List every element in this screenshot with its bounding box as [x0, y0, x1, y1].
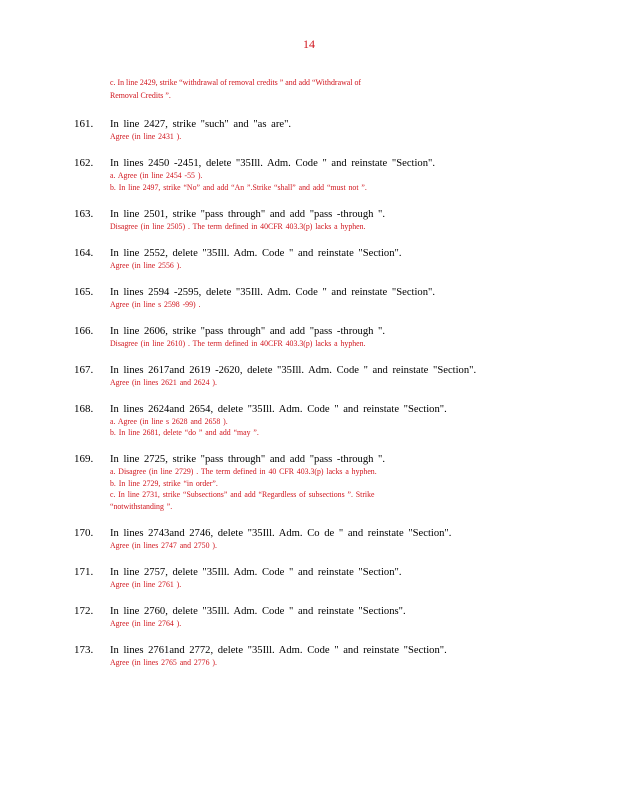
item-response: Agree (in line s 2598 -99) .: [110, 298, 201, 309]
item-number: 168.: [74, 402, 94, 415]
list-item: [74, 118, 544, 143]
list-item: [74, 208, 544, 233]
amendment-list: [74, 118, 544, 683]
item-response: Agree (in line 2431 ).: [110, 131, 182, 141]
item-response: Agree (in lines 2747 and 2750 ).: [110, 539, 217, 550]
item-number: 171.: [74, 565, 94, 578]
item-number: 162.: [74, 157, 94, 169]
item-number: 170.: [74, 526, 94, 539]
list-item: [74, 566, 544, 591]
item-response: Disagree (in line 2610) . The term defined in 40CFR 403.3(p) lacks a hyphen.: [110, 337, 366, 348]
item-text: In line 2552, delete "35Ill. Adm. Code " and reinstate "Section".: [110, 247, 402, 259]
item-text: In lines 2743and 2746, delete "35Ill. Adm. Co de " and reinstate "Section".: [110, 527, 452, 539]
item-text: In lines 2761and 2772, delete "35Ill. Adm. Code " and reinstate "Section".: [110, 644, 447, 656]
list-item: [74, 527, 544, 552]
item-text: In lines 2594 -2595, delete "35Ill. Adm. Code " and reinstate "Section".: [110, 286, 435, 298]
item-text: In line 2427, strike "such" and "as are".: [110, 119, 292, 130]
item-number: 169.: [74, 453, 94, 465]
list-item: [74, 325, 544, 350]
item-response: a. Agree (in line s 2628 and 2658 ).: [110, 415, 228, 426]
item-number: 161.: [74, 118, 94, 130]
item-response: Agree (in lines 2765 and 2776 ).: [110, 656, 217, 667]
item-text: In lines 2624and 2654, delete "35Ill. Adm. Code " and reinstate "Section".: [110, 403, 447, 415]
item-number: 166.: [74, 324, 94, 337]
list-item: [74, 605, 544, 630]
item-response: a. Disagree (in line 2729) . The term defined in 40 CFR 403.3(p) lacks a hyphen.: [110, 466, 377, 476]
item-number: 164.: [74, 246, 94, 259]
item-response: b. In line 2681, delete “do ” and add “may ”.: [110, 427, 259, 437]
item-number: 163.: [74, 207, 94, 220]
item-response: b. In line 2729, strike “in order”.: [110, 477, 218, 488]
list-item: [74, 644, 544, 669]
item-text: In line 2606, strike "pass through" and add "pass -through ".: [110, 325, 386, 337]
list-item: [74, 157, 544, 193]
item-text: In line 2760, delete "35Ill. Adm. Code " and reinstate "Sections".: [110, 605, 406, 617]
item-response: Agree (in line 2764 ).: [110, 617, 182, 628]
item-text: In lines 2450 -2451, delete "35Ill. Adm. Code " and reinstate "Section".: [110, 158, 435, 169]
list-item: [74, 286, 544, 311]
item-text: In line 2757, delete "35Ill. Adm. Code " and reinstate "Section".: [110, 566, 402, 578]
page-number: 14: [303, 37, 315, 51]
item-response: a. Agree (in line 2454 -55 ).: [110, 170, 203, 180]
item-text: In line 2725, strike "pass through" and add "pass -through ".: [110, 454, 386, 465]
item-number: 173.: [74, 643, 94, 656]
list-item: [74, 453, 544, 512]
item-response: Agree (in line 2761 ).: [110, 578, 182, 589]
item-text: In lines 2617and 2619 -2620, delete "35Ill. Adm. Code " and reinstate "Section".: [110, 364, 477, 376]
intro-amendment: [110, 76, 483, 102]
list-item: [74, 364, 544, 389]
item-response: Agree (in line 2556 ).: [110, 259, 182, 270]
item-response: c. In line 2731, strike “Subsections” and add “Regardless of subsections ”. Strike: [110, 489, 375, 499]
list-item: [74, 403, 544, 439]
item-number: 172.: [74, 604, 94, 617]
item-text: In line 2501, strike "pass through" and add "pass -through ".: [110, 208, 386, 220]
intro-line-2: Removal Credits ”.: [110, 90, 171, 100]
item-number: 167.: [74, 363, 94, 376]
item-number: 165.: [74, 285, 94, 298]
item-response: b. In line 2497, strike “No” and add “An ”.Strike “shall” and add “must not ”.: [110, 181, 367, 192]
intro-line-1: c. In line 2429, strike “withdrawal of removal credits ” and add “Withdrawal of: [110, 77, 362, 87]
item-response: Disagree (in line 2505) . The term defined in 40CFR 403.3(p) lacks a hyphen.: [110, 220, 366, 231]
item-response: Agree (in lines 2621 and 2624 ).: [110, 376, 217, 387]
list-item: [74, 247, 544, 272]
item-response: “notwithstanding ”.: [110, 500, 173, 511]
